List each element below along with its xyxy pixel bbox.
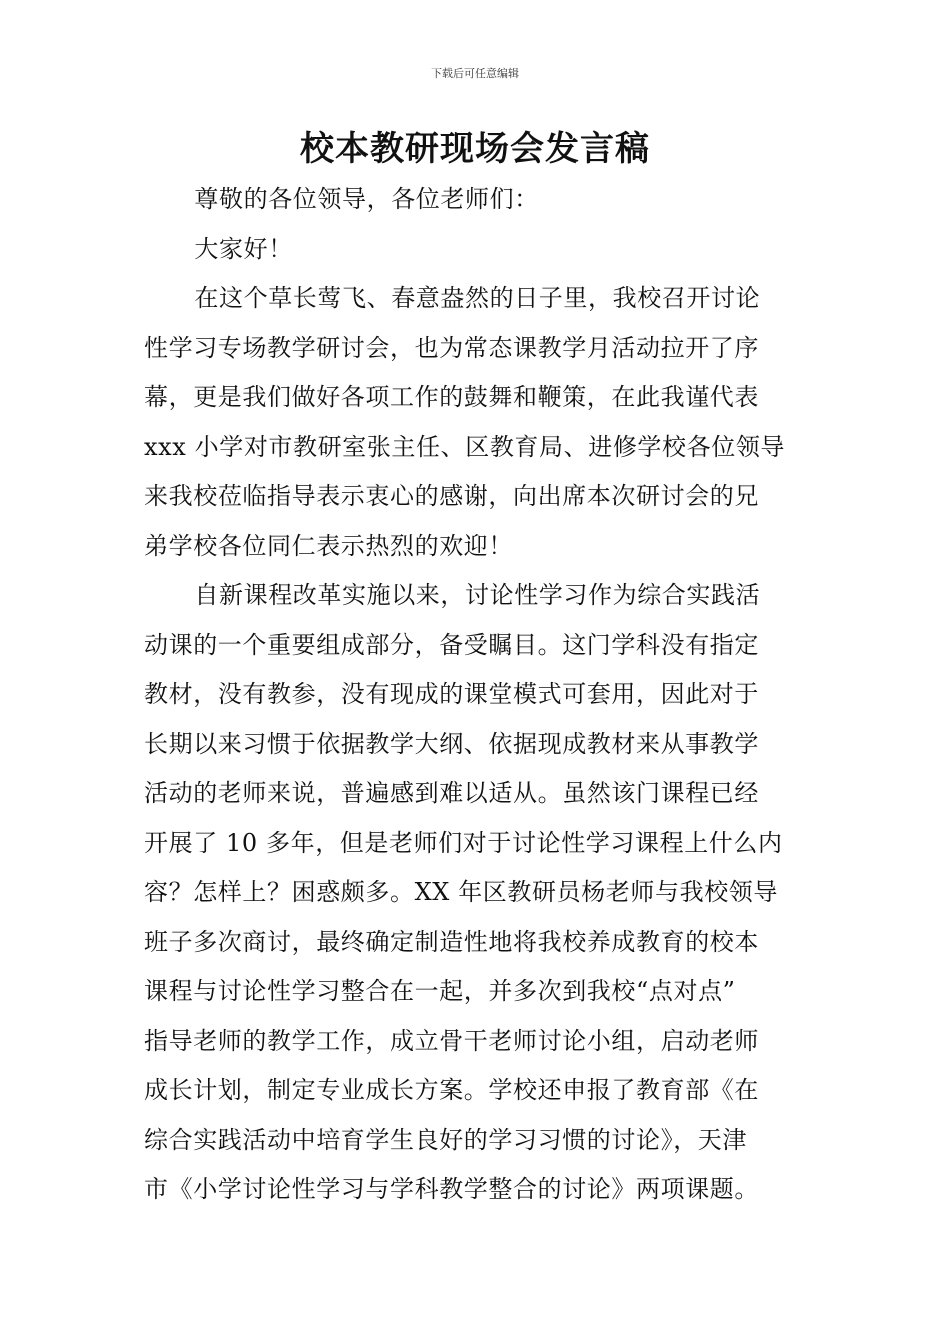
- paragraph-line: 弟学校各位同仁表示热烈的欢迎！: [144, 531, 513, 560]
- paragraph-line: 动课的一个重要组成部分，备受瞩目。这门学科没有指定: [144, 630, 759, 659]
- paragraph-line: 长期以来习惯于依据教学大纲、依据现成教材来从事教学: [144, 729, 759, 758]
- header-note: 下载后可任意编辑: [431, 67, 519, 80]
- paragraph-line: 班子多次商讨，最终确定制造性地将我校养成教育的校本: [144, 927, 759, 956]
- paragraph-line: 自新课程改革实施以来，讨论性学习作为综合实践活: [194, 581, 761, 609]
- paragraph-line: 在这个草长莺飞、春意盎然的日子里，我校召开讨论: [194, 284, 761, 312]
- paragraph-line: 综合实践活动中培育学生良好的学习习惯的讨论》，天津: [144, 1125, 747, 1154]
- document-body: [144, 175, 809, 1215]
- paragraph-line: 教材，没有教参，没有现成的课堂模式可套用，因此对于: [144, 680, 759, 708]
- paragraph-line: 市《小学讨论性学习与学科教学整合的讨论》两项课题。: [144, 1175, 759, 1203]
- paragraph-line: 活动的老师来说，普遍感到难以适从。虽然该门课程已经: [144, 779, 759, 807]
- salutation: 尊敬的各位领导，各位老师们：: [194, 185, 539, 213]
- paragraph-line: 指导老师的教学工作，成立骨干老师讨论小组，启动老师: [144, 1026, 759, 1055]
- paragraph-1: [144, 274, 809, 571]
- document-title: 校本教研现场会发言稿: [300, 129, 650, 169]
- paragraph-2: [144, 571, 809, 1215]
- paragraph-line: 来我校莅临指导表示衷心的感谢，向出席本次研讨会的兄: [144, 482, 759, 510]
- paragraph-line: 容？怎样上？困惑颇多。XX 年区教研员杨老师与我校领导: [144, 878, 778, 906]
- paragraph-line: 开展了 10 多年，但是老师们对于讨论性学习课程上什么内: [144, 828, 783, 857]
- paragraph-line: 课程与讨论性学习整合在一起，并多次到我校“点对点”: [144, 977, 736, 1005]
- paragraph-line: 性学习专场教学研讨会，也为常态课教学月活动拉开了序: [144, 333, 759, 362]
- paragraph-line: xxx 小学对市教研室张主任、区教育局、进修学校各位领导: [144, 432, 786, 461]
- greeting: 大家好！: [194, 234, 293, 263]
- paragraph-line: 成长计划，制定专业成长方案。学校还申报了教育部《在: [144, 1076, 759, 1104]
- paragraph-line: 幕，更是我们做好各项工作的鼓舞和鞭策，在此我谨代表: [144, 383, 759, 411]
